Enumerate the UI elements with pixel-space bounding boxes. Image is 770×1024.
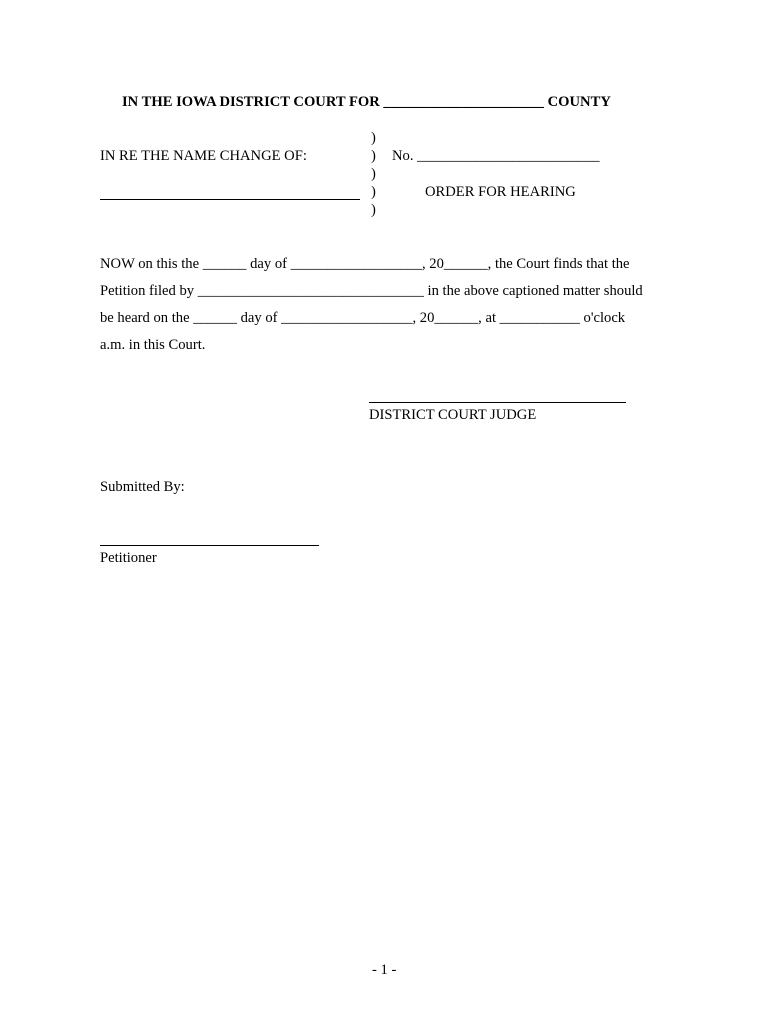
judge-signature-line xyxy=(369,402,626,403)
petitioner-name-line xyxy=(100,199,360,200)
court-title: IN THE IOWA DISTRICT COURT FOR ______________________ COUNTY xyxy=(122,94,611,110)
caption-paren: ) xyxy=(371,130,376,146)
caption-paren: ) xyxy=(371,148,376,164)
document-title: ORDER FOR HEARING xyxy=(425,184,576,200)
body-line: NOW on this the ______ day of __________________, 20______, the Court finds that the xyxy=(100,256,630,272)
caption-paren: ) xyxy=(371,202,376,218)
petitioner-signature-line xyxy=(100,545,319,546)
submitted-by-label: Submitted By: xyxy=(100,479,185,495)
petitioner-label: Petitioner xyxy=(100,550,157,566)
body-line: Petition filed by _______________________________ in the above captioned matter should xyxy=(100,283,643,299)
in-re-label: IN RE THE NAME CHANGE OF: xyxy=(100,148,307,164)
body-line: be heard on the ______ day of __________________, 20______, at ___________ o'clock xyxy=(100,310,626,326)
caption-paren: ) xyxy=(371,184,376,200)
body-line: a.m. in this Court. xyxy=(100,337,206,353)
caption-paren: ) xyxy=(371,166,376,182)
page-number: - 1 - xyxy=(372,962,397,978)
judge-label: DISTRICT COURT JUDGE xyxy=(369,407,537,423)
case-number-field: No. _________________________ xyxy=(392,148,600,164)
